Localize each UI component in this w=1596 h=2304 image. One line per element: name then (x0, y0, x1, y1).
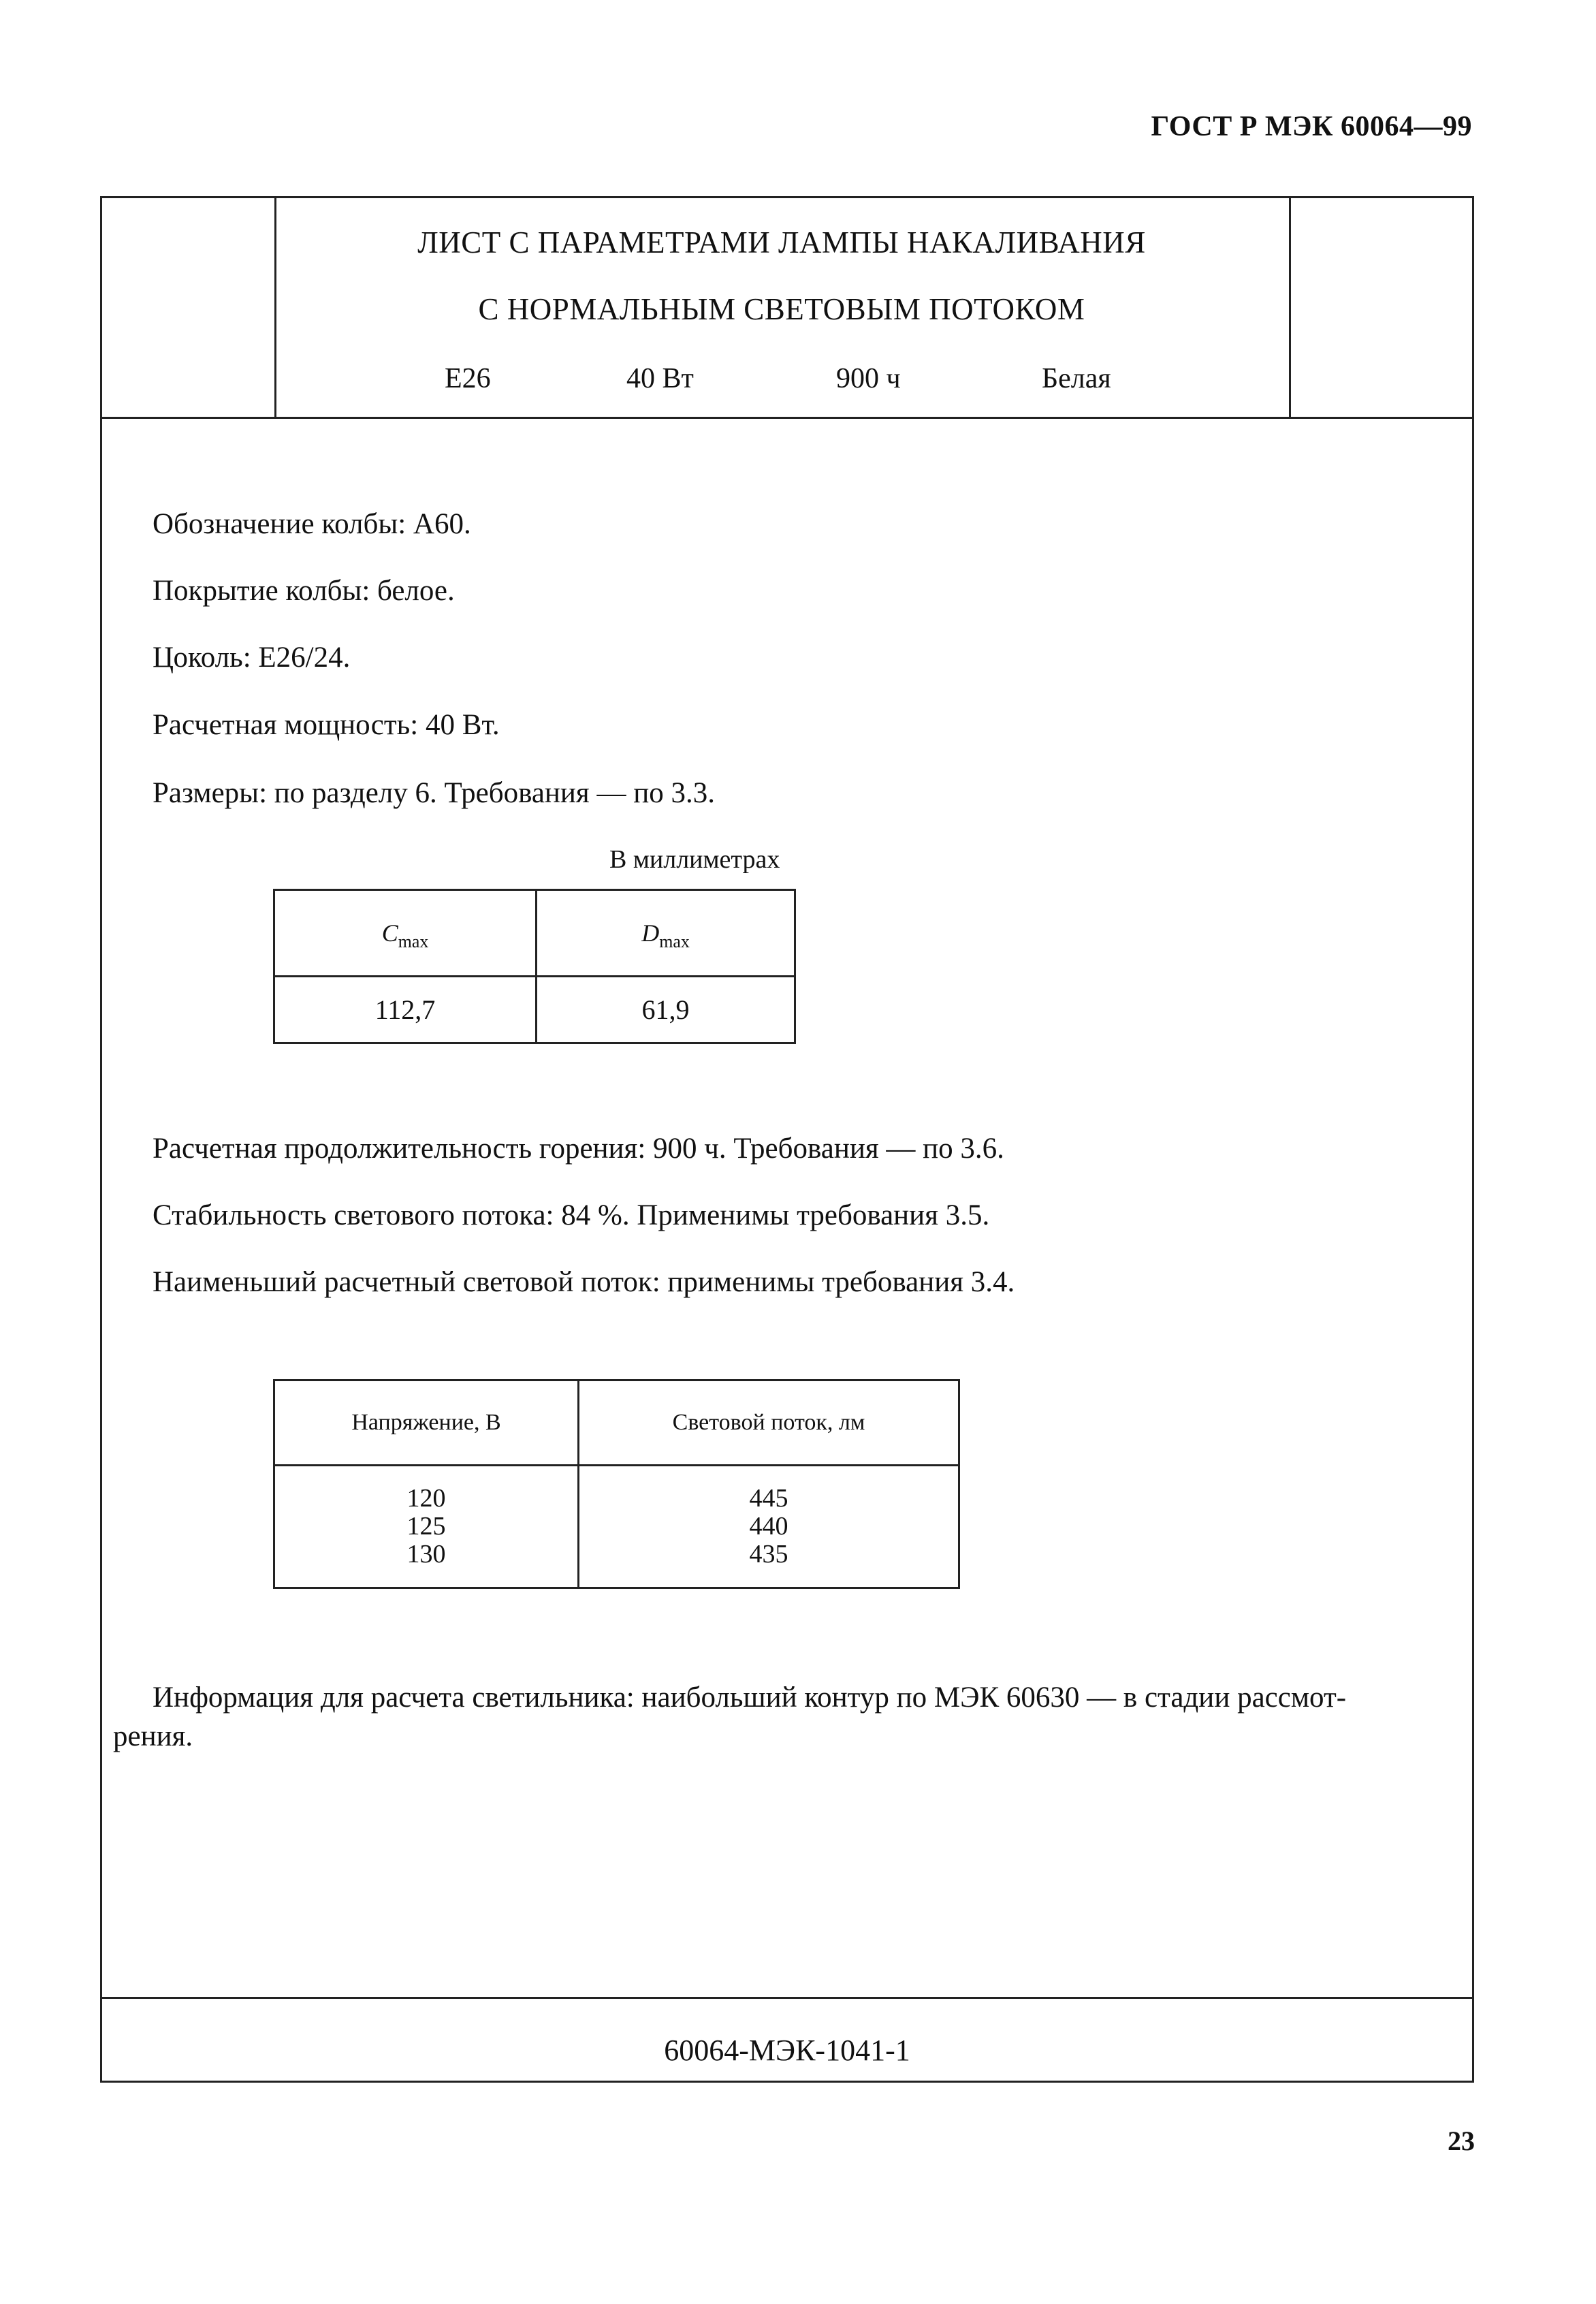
luminaire-info-line1: Информация для расчета светильника: наибольший контур по МЭК 60630 — в стадии рассмот- (153, 1682, 1347, 1714)
life-text: Расчетная продолжительность горения: 900 ч. Требования — по 3.6. (153, 1133, 1004, 1165)
spec-cap-type: Е26 (445, 363, 491, 394)
footer-divider (100, 1997, 1474, 1999)
voltage-value: 125 (406, 1512, 446, 1541)
flux-value: 440 (749, 1512, 788, 1541)
voltage-values (274, 1466, 579, 1588)
value-d-max: 61,9 (537, 977, 795, 1043)
spec-wattage: 40 Вт (626, 363, 694, 394)
bulb-designation-text: Обозначение колбы: А60. (153, 508, 471, 540)
dimensions-table (273, 889, 796, 1044)
sheet-title-line1: ЛИСТ С ПАРАМЕТРАМИ ЛАМПЫ НАКАЛИВАНИЯ (417, 225, 1146, 259)
dimensions-text: Размеры: по разделу 6. Требования — по 3.3. (153, 777, 715, 809)
lumen-maintenance-text: Стабильность светового потока: 84 %. Применимы требования 3.5. (153, 1199, 990, 1231)
header-voltage: Напряжение, В (274, 1380, 579, 1466)
sheet-id: 60064-МЭК-1041-1 (664, 2034, 910, 2067)
rated-power-text: Расчетная мощность: 40 Вт. (153, 709, 500, 741)
title-block-divider (100, 417, 1474, 419)
flux-table (273, 1379, 960, 1589)
bulb-coating-text: Покрытие колбы: белое. (153, 575, 455, 607)
voltage-value: 120 (406, 1484, 446, 1513)
header-c-max: $C_{max}$ (274, 890, 537, 977)
value-c-max: 112,7 (274, 977, 537, 1043)
flux-value: 445 (749, 1484, 788, 1513)
cap-text: Цоколь: Е26/24. (153, 642, 351, 674)
document-code: ГОСТ Р МЭК 60064—99 (1151, 111, 1472, 142)
sheet-title-line2: С НОРМАЛЬНЫМ СВЕТОВЫМ ПОТОКОМ (478, 292, 1085, 326)
spec-finish: Белая (1042, 363, 1111, 394)
flux-value: 435 (749, 1540, 788, 1568)
luminaire-info-line2: рения. (113, 1720, 193, 1752)
voltage-value: 130 (406, 1540, 446, 1568)
flux-values (579, 1466, 959, 1588)
header-d-max: $D_{max}$ (537, 890, 795, 977)
spec-life: 900 ч (836, 363, 901, 394)
unit-caption: В миллиметрах (609, 845, 780, 874)
min-flux-text: Наименьший расчетный световой поток: применимы требования 3.4. (153, 1266, 1015, 1298)
title-block-right-rule (1289, 196, 1291, 417)
page-number: 23 (1448, 2126, 1475, 2156)
header-luminous-flux: Световой поток, лм (579, 1380, 959, 1466)
